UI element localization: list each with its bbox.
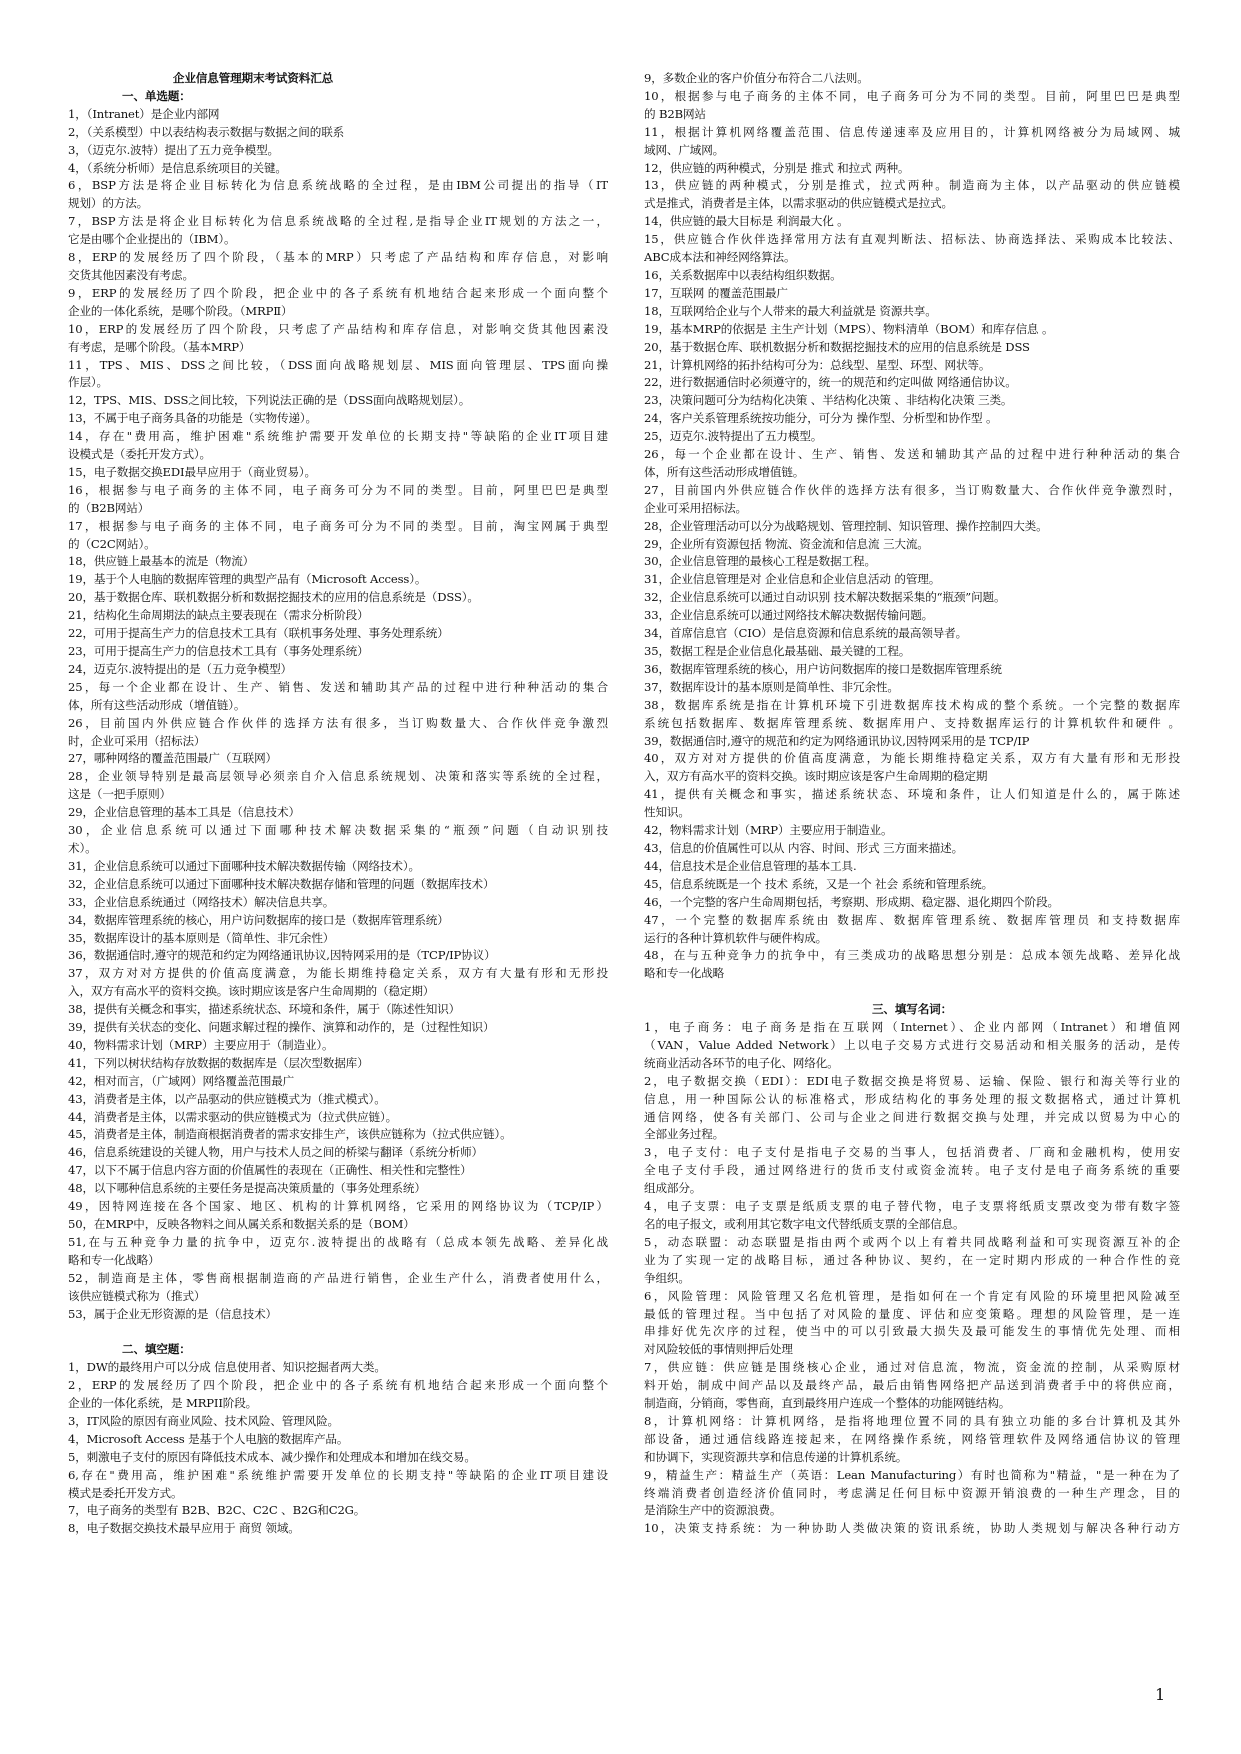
text-line: 28，企业管理活动可以分为战略规划、管理控制、知识管理、操作控制四大类。	[644, 518, 1048, 533]
text-line: 44，消费者是主体，以需求驱动的供应链模式为（拉式供应链）。	[68, 1109, 398, 1124]
text-line: 42，相对而言，（广域网）网络覆盖范围最广	[68, 1073, 295, 1088]
text-line: 12，供应链的两种模式，分别是 推式 和拉式 两种。	[644, 160, 910, 175]
text-line: 17，互联网 的覆盖范围最广	[644, 285, 788, 300]
text-line: 它是由哪个企业提出的（IBM）。	[68, 232, 236, 247]
spacer	[644, 983, 1180, 1001]
text-line: 2，电子数据交换（EDI）：EDI电子数据交换是将贸易、运输、保险、银行和海关等行业的	[644, 1073, 1180, 1088]
text-line: 24，迈克尔.波特提出的是（五力竞争模型）	[68, 661, 292, 676]
text-line: 34，首席信息官（CIO）是信息资源和信息系统的最高领导者。	[644, 626, 968, 641]
text-line: 26，每一个企业都在设计、生产、销售、发送和辅助其产品的过程中进行种种活动的集合	[644, 447, 1180, 462]
text-line: 13，供应链的两种模式，分别是推式，拉式两种。制造商为主体，以产品驱动的供应链模	[644, 178, 1180, 193]
text-line: 入，双方有高水平的资料交换。该时期应该是客户生命周期的稳定期	[644, 769, 988, 784]
text-line: 41，提供有关概念和事实，描述系统状态、环境和条件，让人们知道是什么的，属于陈述	[644, 787, 1180, 802]
text-line: 的 B2B网站	[644, 106, 706, 121]
text-line: 38，提供有关概念和事实，描述系统状态、环境和条件，属于（陈述性知识）	[68, 1002, 461, 1017]
text-line: 37，数据库设计的基本原则是简单性、非冗余性。	[644, 679, 899, 694]
text-line: 有考虑，是哪个阶段。（基本MRP）	[68, 339, 251, 354]
text-line: 49，因特网连接在各个国家、地区、机构的计算机网络，它采用的网络协议为（TCP/IP）	[68, 1199, 608, 1214]
text-line: 46，信息系统建设的关键人物，用户与技术人员之间的桥梁与翻译（系统分析师）	[68, 1145, 483, 1160]
text-line: 14，存在"费用高，维护困难"系统维护需要开发单位的长期支持"等缺陷的企业IT项目建	[68, 429, 608, 444]
text-line: 2，ERP的发展经历了四个阶段，把企业中的各子系统有机地结合起来形成一个面向整个	[68, 1378, 608, 1393]
title-line: 三、填写名词：	[871, 1002, 953, 1017]
text-line: 16，关系数据库中以表结构组织数据。	[644, 267, 842, 282]
text-line: 企业可采用招标法。	[644, 500, 747, 515]
text-line: 9，精益生产：精益生产（英语：Lean Manufacturing）有时也简称为"精益，"是一种在为了	[644, 1467, 1180, 1482]
text-line: 37，双方对对方提供的价值高度满意，为能长期维持稳定关系，双方有大量有形和无形投	[68, 966, 608, 981]
text-line: 40，物料需求计划（MRP）主要应用于（制造业）。	[68, 1037, 334, 1052]
text-line: 终端消费者创造经济价值同时，考虑满足任何目标中资源开销浪费的一种生产理念，目的	[644, 1485, 1180, 1500]
text-line: 35，数据工程是企业信息化最基础、最关键的工程。	[644, 644, 911, 658]
text-line: 制造商，分销商，零售商，直到最终用户连成一个整体的功能网链结构。	[644, 1396, 1011, 1411]
text-line: 设模式是（委托开发方式）。	[68, 447, 211, 462]
text-line: 7，BSP方法是将企业目标转化为信息系统战略的全过程,是指导企业IT规划的方法之一，	[68, 214, 608, 229]
text-line: 26，目前国内外供应链合作伙伴的选择方法有很多，当订购数量大、合作伙伴竞争激烈	[68, 715, 608, 730]
text-line: 28，企业领导特别是最高层领导必须亲自介入信息系统规划、决策和落实等系统的全过程，	[68, 769, 608, 784]
text-line: 52，制造商是主体，零售商根据制造商的产品进行销售，企业生产什么，消费者使用什么，	[68, 1270, 608, 1285]
right-column	[644, 70, 1180, 1538]
text-line: 39，提供有关状态的变化、问题求解过程的操作、演算和动作的，是（过程性知识）	[68, 1020, 495, 1035]
text-line: 31，企业信息管理是对 企业信息和企业信息活动 的管理。	[644, 572, 941, 587]
text-line: 3，（迈克尔.波特）提出了五力竞争模型。	[68, 142, 279, 157]
text-line: 这是（一把手原则）	[68, 787, 171, 802]
text-line: 和协调下，实现资源共享和信息传递的计算机系统。	[644, 1449, 908, 1464]
text-line: 32，企业信息系统可以通过自动识别 技术解决数据采集的“瓶颈”问题。	[644, 590, 1006, 605]
text-line: 32，企业信息系统可以通过下面哪种技术解决数据存储和管理的问题（数据库技术）	[68, 876, 495, 891]
text-line: 6，风险管理：风险管理又名危机管理，是指如何在一个肯定有风险的环境里把风险减至	[644, 1288, 1180, 1303]
text-line: 51,在与五种竞争力量的抗争中，迈克尔.波特提出的战略有（总成本领先战略、差异化战	[68, 1234, 608, 1249]
text-line: 45，信息系统既是一个 技术 系统，又是一个 社会 系统和管理系统。	[644, 876, 994, 891]
text-line: 时，企业可采用（招标法）	[68, 733, 206, 748]
text-line: 全部业务过程。	[644, 1127, 725, 1142]
text-line: 1，（Intranet）是企业内部网	[68, 106, 220, 121]
text-line: 41，下列以树状结构存放数据的数据库是（层次型数据库）	[68, 1055, 369, 1070]
text-line: 部设备，通过通信线路连接起来，在网络操作系统，网络管理软件及网络通信协议的管理	[644, 1431, 1180, 1446]
text-line: 1，DW的最终用户可以分成 信息使用者、知识挖掘者两大类。	[68, 1360, 386, 1375]
text-line: ABC成本法和神经网络算法。	[644, 250, 796, 265]
text-line: 21，计算机网络的拓扑结构可分为：总线型、星型、环型、网状等。	[644, 357, 991, 372]
text-line: 4，电子支票：电子支票是纸质支票的电子替代物，电子支票将纸质支票改变为带有数字签	[644, 1199, 1180, 1214]
text-line: 34，数据库管理系统的核心，用户访问数据库的接口是（数据库管理系统）	[68, 912, 449, 927]
text-line: 20，基于数据仓库、联机数据分析和数据挖掘技术的应用的信息系统是（DSS）。	[68, 590, 479, 605]
text-line: 全电子支付手段，通过网络进行的货币支付或资金流转。电子支付是电子商务系统的重要	[644, 1163, 1180, 1178]
text-line: 43，消费者是主体，以产品驱动的供应链模式为（推式模式）。	[68, 1091, 386, 1106]
text-line: 企业的一体化系统，是哪个阶段。（MRPⅡ）	[68, 303, 293, 318]
text-line: 的（B2B网站）	[68, 500, 150, 515]
text-line: 模式是委托开发方式。	[68, 1485, 183, 1500]
text-line: 对风险较低的事情则押后处理	[644, 1342, 793, 1357]
section-heading: 一、单选题：	[122, 88, 191, 103]
text-line: 体，所有这些活动形成（增值链）。	[68, 697, 246, 712]
text-line: 46，一个完整的客户生命周期包括，考察期、形成期、稳定器、退化期四个阶段。	[644, 894, 1059, 909]
text-line: 7，供应链：供应链是围绕核心企业，通过对信息流，物流，资金流的控制，从采购原材	[644, 1360, 1180, 1375]
section-heading: 二、填空题：	[122, 1342, 191, 1357]
text-line: 10，根据参与电子商务的主体不同，电子商务可分为不同的类型。目前，阿里巴巴是典型	[644, 88, 1180, 103]
text-line: 20，基于数据仓库、联机数据分析和数据挖掘技术的应用的信息系统是 DSS	[644, 339, 1030, 354]
text-line: 24，客户关系管理系统按功能分，可分为 操作型、分析型和协作型 。	[644, 411, 998, 426]
text-line: 业为了实现一定的战略目标，通过各种协议、契约，在一定时期内形成的一种合作性的竞	[644, 1252, 1180, 1267]
text-line: 7，电子商务的类型有 B2B、B2C、C2C 、B2G和C2G。	[68, 1503, 366, 1518]
text-line: 术）。	[68, 840, 97, 855]
text-line: 5，刺激电子支付的原因有降低技术成本、减少操作和处理成本和增加在线交易。	[68, 1449, 476, 1464]
text-line: 8，ERP的发展经历了四个阶段，（基本的MRP）只考虑了产品结构和库存信息，对影响	[68, 250, 608, 265]
text-line: 50，在MRP中，反映各物料之间从属关系和数据关系的是（BOM）	[68, 1217, 415, 1231]
text-line: 27，哪种网络的覆盖范围最广（互联网）	[68, 751, 277, 766]
text-line: 统商业活动各环节的电子化、网络化。	[644, 1055, 839, 1070]
text-line: 16，根据参与电子商务的主体不同，电子商务可分为不同的类型。目前，阿里巴巴是典型	[68, 482, 608, 497]
text-line: 域网、广域网。	[644, 142, 725, 157]
text-line: 9，多数企业的客户价值分布符合二八法则。	[644, 71, 869, 85]
text-line: 式是推式，消费者是主体，以需求驱动的供应链模式是拉式。	[644, 196, 953, 211]
text-line: 交货其他因素没有考虑。	[68, 267, 194, 282]
text-line: 运行的各种计算机软件与硬件构成。	[644, 930, 828, 945]
text-line: 31，企业信息系统可以通过下面哪种技术解决数据传输（网络技术）。	[68, 858, 420, 873]
text-line: 5，动态联盟：动态联盟是指由两个或两个以上有着共同战略利益和可实现资源互补的企	[644, 1234, 1180, 1249]
text-line: 27，目前国内外供应链合作伙伴的选择方法有很多，当订购数量大、合作伙伴竞争激烈时，	[644, 482, 1180, 497]
text-line: 通信网络，使各有关部门、公司与企业之间进行数据交换与处理，并完成以贸易为中心的	[644, 1109, 1180, 1124]
text-line: 12，TPS、MIS、DSS之间比较，下列说法正确的是（DSS面向战略规划层）。	[68, 393, 471, 408]
text-line: 47，以下不属于信息内容方面的价值属性的表现在（正确性、相关性和完整性）	[68, 1163, 472, 1178]
text-line: 体，所有这些活动形成增值链。	[644, 464, 805, 479]
text-line: 8，电子数据交换技术最早应用于 商贸 领域。	[68, 1521, 300, 1536]
text-line: 22，进行数据通信时必须遵守的，统一的规范和约定叫做 网络通信协议。	[644, 375, 1017, 390]
text-line: 48，以下哪种信息系统的主要任务是提高决策质量的（事务处理系统）	[68, 1181, 426, 1196]
text-line: 14，供应链的最大目标是 利润最大化 。	[644, 214, 849, 229]
text-line: 4，（系统分析师）是信息系统项目的关键。	[68, 160, 287, 175]
text-line: 38，数据库系统是指在计算机环境下引进数据库技术构成的整个系统。一个完整的数据库	[644, 697, 1180, 712]
text-line: 25，每一个企业都在设计、生产、销售、发送和辅助其产品的过程中进行种种活动的集合	[68, 679, 608, 694]
text-line: 42，物料需求计划（MRP）主要应用于制造业。	[644, 823, 893, 838]
text-line: 25，迈克尔.波特提出了五力模型。	[644, 429, 823, 444]
text-line: （VAN，Value Added Network）上以电子交易方式进行交易活动和相关服务的活动，是传	[644, 1037, 1180, 1052]
text-line: 29，企业信息管理的基本工具是（信息技术）	[68, 805, 300, 820]
text-line: 15，供应链合作伙伴选择常用方法有直观判断法、招标法、协商选择法、采购成本比较法、	[644, 232, 1180, 247]
text-line: 10，决策支持系统：为一种协助人类做决策的资讯系统，协助人类规划与解决各种行动方	[644, 1521, 1180, 1536]
text-line: 45，消费者是主体，制造商根据消费者的需求安排生产，该供应链称为（拉式供应链）。	[68, 1127, 512, 1142]
text-line: 该供应链模式称为（推式）	[68, 1288, 206, 1303]
text-line: 43，信息的价值属性可以从 内容、时间、形式 三方面来描述。	[644, 840, 964, 855]
text-line: 1，电子商务：电子商务是指在互联网（Internet）、企业内部网（Intranet）和增值网	[644, 1020, 1180, 1035]
spacer	[68, 1323, 608, 1341]
text-line: 名的电子报文，或利用其它数字电文代替纸质支票的全部信息。	[644, 1216, 965, 1231]
text-line: 略和专一化战略	[644, 966, 725, 981]
text-line: 企业的一体化系统，是 MRPII阶段。	[68, 1396, 258, 1411]
text-line: 料开始，制成中间产品以及最终产品，最后由销售网络把产品送到消费者手中的将供应商，	[644, 1378, 1180, 1393]
text-line: 23，可用于提高生产力的信息技术工具有（事务处理系统）	[68, 644, 369, 658]
text-line: 13，不属于电子商务具备的功能是（实物传递）。	[68, 411, 317, 426]
text-line: 29，企业所有资源包括 物流、资金流和信息流 三大流。	[644, 536, 929, 551]
text-line: 入，双方有高水平的资料交换。该时期应该是客户生命周期的（稳定期）	[68, 984, 435, 999]
text-line: 39，数据通信时,遵守的规范和约定为网络通讯协议,因特网采用的是 TCP/IP	[644, 733, 1030, 748]
text-line: 35，数据库设计的基本原则是（简单性、非冗余性）	[68, 930, 335, 945]
text-line: 40，双方对对方提供的价值高度满意，为能长期维持稳定关系，双方有大量有形和无形投	[644, 751, 1180, 766]
text-line: 11，TPS、MIS、DSS之间比较，（DSS面向战略规划层、MIS面向管理层、TPS面向操	[68, 357, 608, 372]
text-line: 22，可用于提高生产力的信息技术工具有（联机事务处理、事务处理系统）	[68, 626, 449, 641]
text-line: 系统包括数据库、数据库管理系统、数据库用户、支持数据库运行的计算机软件和硬件 。	[644, 715, 1180, 730]
text-line: 串排好优先次序的过程，使当中的可以引致最大损失及最可能发生的事情优先处理、而相	[644, 1324, 1180, 1339]
text-line: 33，企业信息系统通过（网络技术）解决信息共享。	[68, 894, 335, 909]
text-line: 30，企业信息系统可以通过下面哪种技术解决数据采集的“瓶颈”问题（自动识别技	[68, 823, 608, 838]
page-number: 1	[1155, 1685, 1166, 1704]
text-line: 36，数据库管理系统的核心，用户访问数据库的接口是数据库管理系统	[644, 661, 1002, 676]
text-line: 信息，用一种国际公认的标准格式，形成结构化的事务处理的报文数据格式，通过计算机	[644, 1091, 1180, 1106]
left-column	[68, 70, 608, 1538]
text-line: 8，计算机网络：计算机网络，是指将地理位置不同的具有独立功能的多台计算机及其外	[644, 1413, 1180, 1428]
text-line: 11，根据计算机网络覆盖范围、信息传递速率及应用目的，计算机网络被分为局域网、城	[644, 124, 1180, 139]
text-line: 6，BSP方法是将企业目标转化为信息系统战略的全过程，是由IBM公司提出的指导（IT	[68, 178, 608, 193]
text-line: 17，根据参与电子商务的主体不同，电子商务可分为不同的类型。目前，淘宝网属于典型	[68, 518, 608, 533]
text-line: 作层）。	[68, 375, 108, 390]
title-line: 企业信息管理期末考试资料汇总	[172, 71, 334, 85]
text-line: 33，企业信息系统可以通过网络技术解决数据传输问题。	[644, 608, 934, 623]
text-line: 4，Microsoft Access 是基于个人电脑的数据库产品。	[68, 1431, 349, 1446]
text-line: 23，决策问题可分为结构化决策 、半结构化决策 、非结构化决策 三类。	[644, 393, 1013, 408]
text-line: 3，IT风险的原因有商业风险、技术风险、管理风险。	[68, 1413, 340, 1428]
text-line: 争组织。	[644, 1270, 690, 1285]
text-line: 36，数据通信时,遵守的规范和约定为网络通讯协议,因特网采用的是（TCP/IP协议）	[68, 948, 496, 963]
text-line: 10，ERP的发展经历了四个阶段，只考虑了产品结构和库存信息，对影响交货其他因素没	[68, 321, 608, 336]
text-line: 6,存在"费用高，维护困难"系统维护需要开发单位的长期支持"等缺陷的企业IT项目建设	[68, 1467, 608, 1482]
text-line: 30，企业信息管理的最核心工程是数据工程。	[644, 554, 876, 569]
text-line: 15，电子数据交换EDI最早应用于（商业贸易）。	[68, 464, 316, 479]
text-line: 组成部分。	[644, 1181, 702, 1196]
text-line: 19，基本MRP的依据是 主生产计划（MPS）、物料清单（BOM）和库存信息 。	[644, 321, 1054, 336]
text-line: 略和专一化战略）	[68, 1252, 160, 1267]
text-line: 53，属于企业无形资源的是（信息技术）	[68, 1306, 277, 1321]
text-line: 48，在与五种竞争力的抗争中，有三类成功的战略思想分别是：总成本领先战略、差异化战	[644, 948, 1180, 963]
text-line: 19，基于个人电脑的数据库管理的典型产品有（Microsoft Access）。	[68, 572, 427, 587]
text-line: 性知识。	[644, 805, 690, 820]
text-line: 的（C2C网站）。	[68, 536, 156, 551]
text-line: 最低的管理过程。当中包括了对风险的量度、评估和应变策略。理想的风险管理，是一连	[644, 1306, 1180, 1321]
text-line: 3，电子支付：电子支付是指电子交易的当事人，包括消费者、厂商和金融机构，使用安	[644, 1145, 1180, 1160]
text-line: 规划）的方法。	[68, 196, 149, 211]
text-line: 44，信息技术是企业信息管理的基本工具.	[644, 858, 857, 873]
text-line: 18，供应链上最基本的流是（物流）	[68, 554, 255, 569]
text-line: 21，结构化生命周期法的缺点主要表现在（需求分析阶段）	[68, 608, 369, 623]
text-line: 2，（关系模型）中以表结构表示数据与数据之间的联系	[68, 124, 345, 139]
text-line: 是消除生产中的资源浪费。	[644, 1503, 782, 1518]
text-line: 47，一个完整的数据库系统由 数据库、数据库管理系统、数据库管理员 和支持数据库	[644, 912, 1180, 927]
text-line: 18，互联网给企业与个人带来的最大利益就是 资源共享。	[644, 303, 937, 318]
text-line: 9，ERP的发展经历了四个阶段，把企业中的各子系统有机地结合起来形成一个面向整个	[68, 285, 608, 300]
